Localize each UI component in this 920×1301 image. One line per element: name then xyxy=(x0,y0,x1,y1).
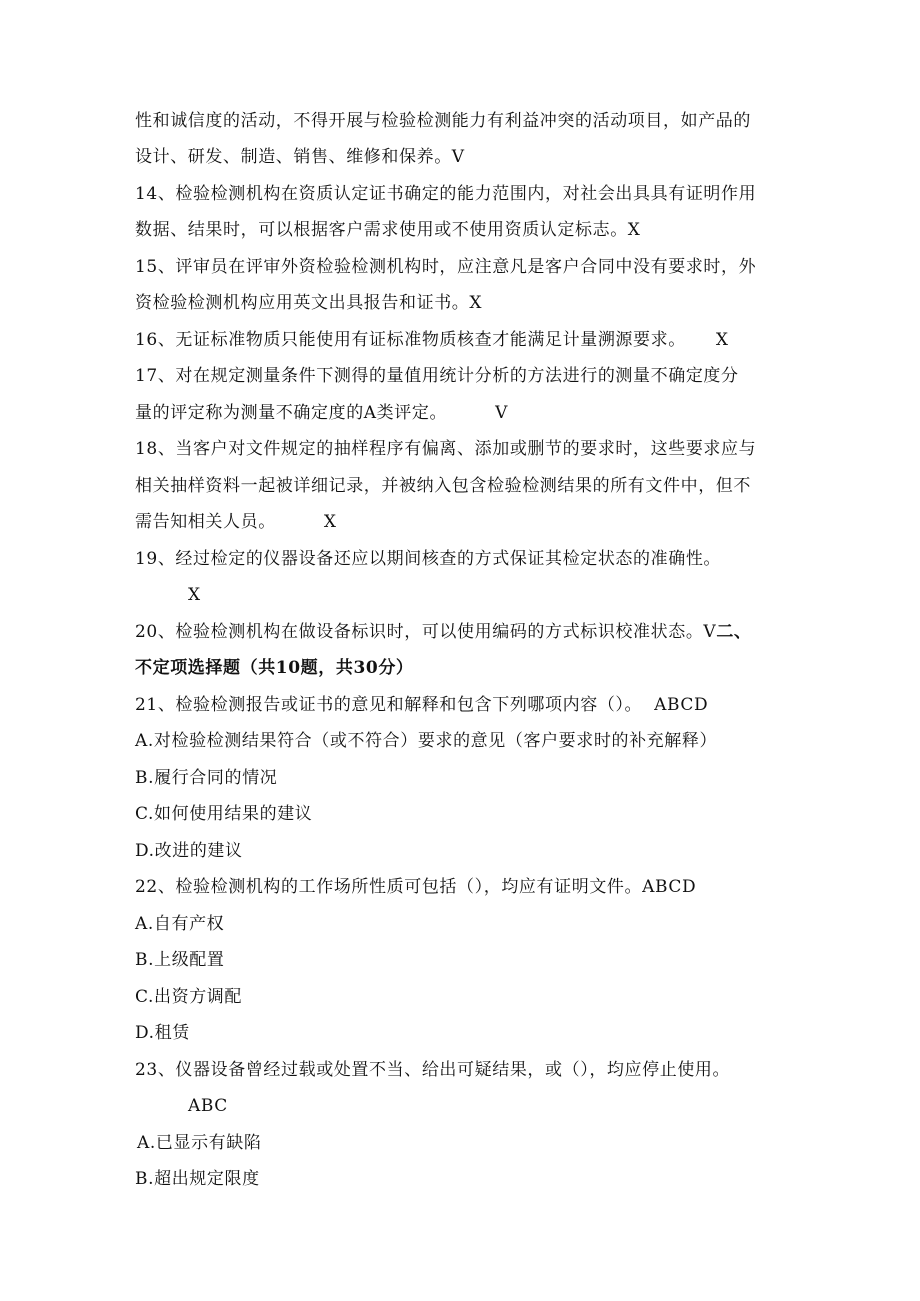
text-line: 设计、研发、制造、销售、维修和保养。V xyxy=(135,147,465,167)
text-line: 量的评定称为测量不确定度的A类评定。 V xyxy=(135,403,508,423)
question-18: 18、当客户对文件规定的抽样程序有偏离、添加或删节的要求时，这些要求应与 xyxy=(135,439,757,459)
option-a: A.对检验检测结果符合（或不符合）要求的意见（客户要求时的补充解释） xyxy=(135,731,718,751)
question-17: 17、对在规定测量条件下测得的量值用统计分析的方法进行的测量不确定度分 xyxy=(135,366,739,386)
option-d: D.租赁 xyxy=(135,1023,190,1043)
question-20-text: 20、检验检测机构在做设备标识时，可以使用编码的方式标识校准状态。V xyxy=(135,622,717,642)
option-b: B.上级配置 xyxy=(135,950,225,970)
text-line: 资检验检测机构应用英文出具报告和证书。X xyxy=(135,293,483,313)
text-line: 相关抽样资料一起被详细记录，并被纳入包含检验检测结果的所有文件中，但不 xyxy=(135,476,751,496)
section-heading: 不定项选择题（共10题，共30分） xyxy=(135,658,414,678)
question-15: 15、评审员在评审外资检验检测机构时，应注意凡是客户合同中没有要求时，外 xyxy=(135,257,757,277)
question-20 xyxy=(135,621,752,643)
text-line: 数据、结果时，可以根据客户需求使用或不使用资质认定标志。X xyxy=(135,220,641,240)
question-14: 14、检验检测机构在资质认定证书确定的能力范围内，对社会出具具有证明作用 xyxy=(135,184,757,204)
option-b: B.超出规定限度 xyxy=(135,1169,260,1189)
question-16: 16、无证标准物质只能使用有证标准物质核查才能满足计量溯源要求。 X xyxy=(135,330,729,350)
answer-mark: X xyxy=(188,585,201,605)
option-d: D.改进的建议 xyxy=(135,841,243,861)
option-a: A.自有产权 xyxy=(135,914,225,934)
question-19: 19、经过检定的仪器设备还应以期间核查的方式保证其检定状态的准确性。 xyxy=(135,549,722,569)
text-line: 性和诚信度的活动，不得开展与检验检测能力有利益冲突的活动项目，如产品的 xyxy=(135,111,751,131)
answer-mark: ABC xyxy=(188,1096,228,1116)
option-b: B.履行合同的情况 xyxy=(135,768,278,788)
question-21: 21、检验检测报告或证书的意见和解释和包含下列哪项内容（）。 ABCD xyxy=(135,695,709,715)
option-c: C.出资方调配 xyxy=(135,987,243,1007)
question-22: 22、检验检测机构的工作场所性质可包括（），均应有证明文件。ABCD xyxy=(135,877,697,897)
option-a: A.已显示有缺陷 xyxy=(137,1133,262,1153)
question-23: 23、仪器设备曾经过载或处置不当、给出可疑结果，或（），均应停止使用。 xyxy=(135,1060,731,1080)
section-number: 二、 xyxy=(716,622,752,642)
text-line: 需告知相关人员。 X xyxy=(135,512,337,532)
option-c: C.如何使用结果的建议 xyxy=(135,804,313,824)
